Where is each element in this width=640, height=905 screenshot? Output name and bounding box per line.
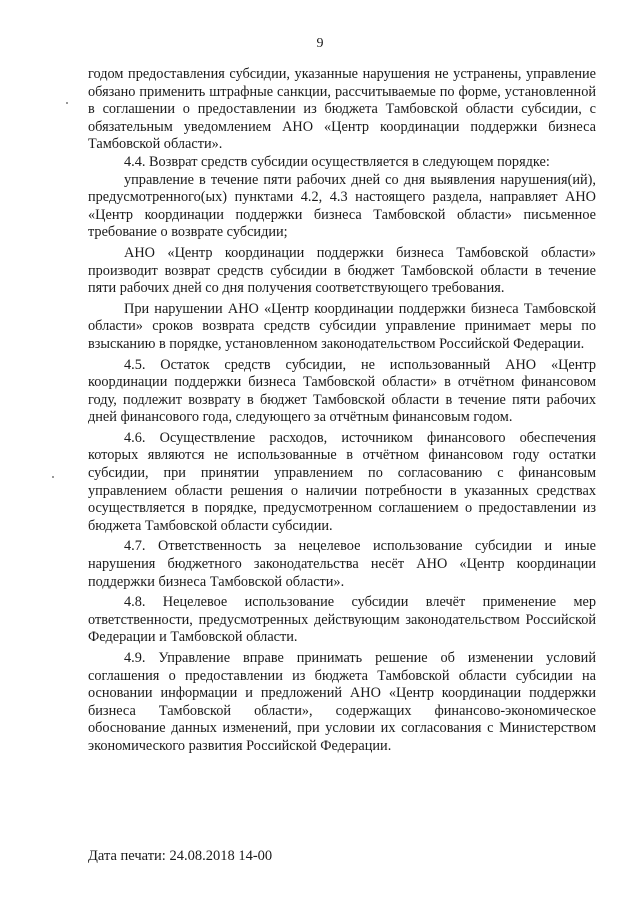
page-number: 9 [316, 36, 324, 51]
paragraph-4-4: 4.4. Возврат средств субсидии осуществляется в следующем порядке: [124, 153, 550, 170]
paragraph-4-4-violation: При нарушении АНО «Центр координации поддержки бизнеса Тамбовской области» сроков возврата средств субсидии управление принимает меры по взысканию в порядке, установленном законодательством Российской Федерации. [88, 300, 596, 352]
paragraph-continuation: годом предоставления субсидии, указанные нарушения не устранены, управление обязано применить штрафные санкции, рассчитываемые по форме, установленной в соглашении о предоставлении из бюджета Тамбовской области субсидии, с обязательным уведомлением АНО «Центр координации поддержки бизнеса Тамбовской области». [88, 66, 596, 153]
scan-speck [52, 476, 54, 478]
scan-speck [66, 102, 68, 104]
paragraph-4-7: 4.7. Ответственность за нецелевое использование субсидии и иные нарушения бюджетного законодательства несёт АНО «Центр координации поддержки бизнеса Тамбовской области». [88, 538, 596, 590]
paragraph-4-4-step-1: управление в течение пяти рабочих дней со дня выявления нарушения(ий), предусмотренного(ых) пунктами 4.2, 4.3 настоящего раздела, направляет АНО «Центр координации поддержки бизнеса Тамбовской области» письменное требование о возврате субсидии; [88, 171, 596, 241]
paragraph-4-4-step-2: АНО «Центр координации поддержки бизнеса Тамбовской области» производит возврат средств субсидии в бюджет Тамбовской области в течение пяти рабочих дней со дня получения соответствующего требования. [88, 244, 596, 297]
paragraph-4-6: 4.6. Осуществление расходов, источником финансового обеспечения которых являются не использованные в отчётном финансовом году остатки субсидии, при принятии управлением по согласованию с финансовым управлением области решения о наличии потребности в указанных средствах осуществляется в порядке, предусмотренном соглашением о предоставлении из бюджета Тамбовской области субсидии. [88, 429, 596, 534]
print-date: Дата печати: 24.08.2018 14-00 [88, 848, 273, 864]
paragraph-4-8: 4.8. Нецелевое использование субсидии влечёт применение мер ответственности, предусмотренных действующим законодательством Российской Федерации и Тамбовской области. [88, 594, 596, 646]
paragraph-4-5: 4.5. Остаток средств субсидии, не использованный АНО «Центр координации поддержки бизнеса Тамбовской области» в отчётном финансовом году, подлежит возврату в бюджет Тамбовской области в течение пяти рабочих дней финансового года, следующего за отчётным финансовым годом. [88, 356, 596, 426]
paragraph-4-9: 4.9. Управление вправе принимать решение об изменении условий соглашения о предоставлении из бюджета Тамбовской области субсидии на основании информации и предложений АНО «Центр координации поддержки бизнеса Тамбовской области», содержащих финансово-экономическое обоснование данных изменений, при условии их согласования с Министерством экономического развития Российской Федерации. [88, 650, 596, 754]
document-body [88, 66, 596, 756]
